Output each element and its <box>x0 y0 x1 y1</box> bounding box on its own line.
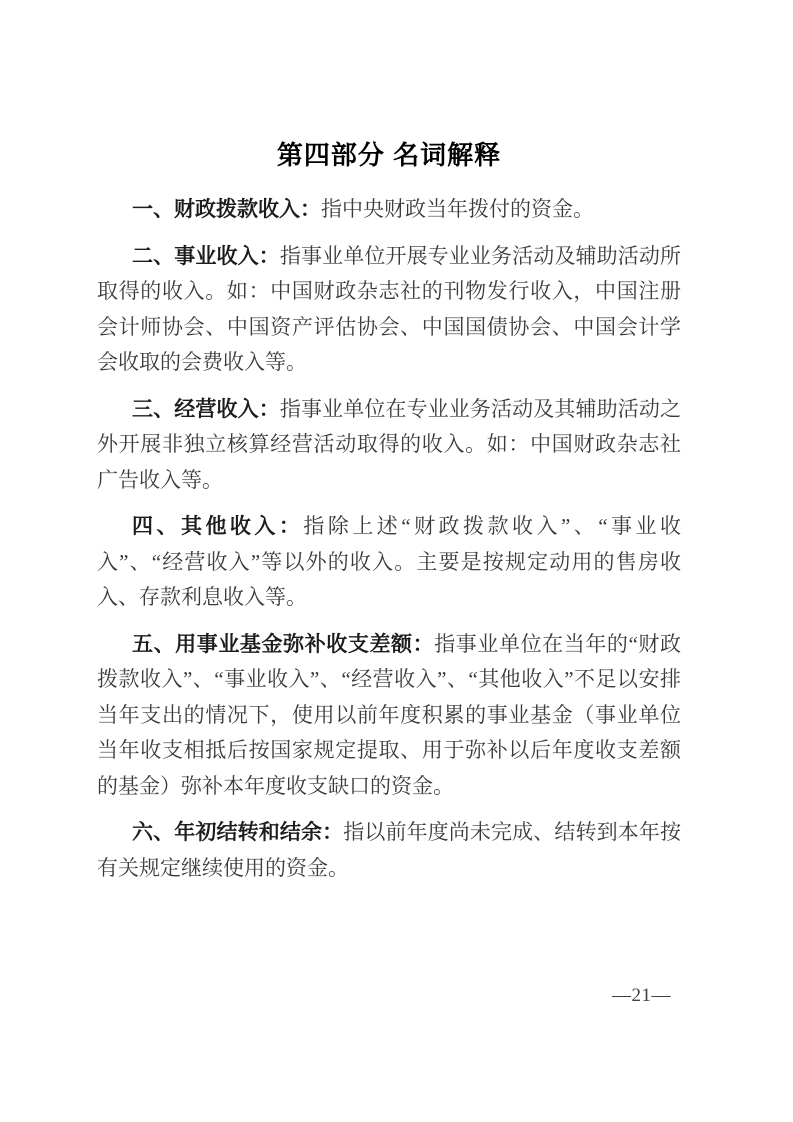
term-definition <box>97 239 681 381</box>
page-number: —21— <box>612 985 671 1006</box>
page-title: 第四部分 名词解释 <box>276 140 502 170</box>
term-text: 指事业单位在专业业务活动及其辅助活动之外开展非独立核算经营活动取得的收入。如：中国财政杂志社广告收入等。 <box>97 396 682 492</box>
term-text: 指事业单位开展专业业务活动及辅助活动所取得的收入。如：中国财政杂志社的刊物发行收入，中国注册会计师协会、中国资产评估协会、中国国债协会、中国会计学会收取的会费收入等。 <box>97 243 682 374</box>
term-label: 二、事业收入： <box>132 243 280 268</box>
term-definition <box>97 627 681 805</box>
term-text: 指事业单位在当年的“财政拨款收入”、“事业收入”、“经营收入”、“其他收入”不足以安排当年支出的情况下，使用以前年度积累的事业基金（事业单位当年收支相抵后按国家规定提取、用于弥补以后年度收支差额的基金）弥补本年度收支缺口的资金。 <box>97 631 681 798</box>
term-label: 三、经营收入： <box>132 396 280 421</box>
term-text: 指以前年度尚未完成、结转到本年按有关规定继续使用的资金。 <box>97 820 682 880</box>
term-definition <box>97 192 681 228</box>
term-label: 一、财政拨款收入： <box>132 197 321 221</box>
term-label: 五、用事业基金弥补收支差额： <box>132 631 435 656</box>
term-label: 六、年初结转和结余： <box>132 820 344 844</box>
term-definition <box>97 509 681 616</box>
document-body <box>97 137 681 897</box>
term-text: 指中央财政当年拨付的资金。 <box>321 197 594 221</box>
term-text: 指除上述“财政拨款收入”、“事业收入”、“经营收入”等以外的收入。主要是按规定动用的售房收入、存款利息收入等。 <box>97 514 681 609</box>
term-label: 四、其他收入： <box>132 514 304 538</box>
term-definition <box>97 815 681 886</box>
term-definition <box>97 392 681 499</box>
